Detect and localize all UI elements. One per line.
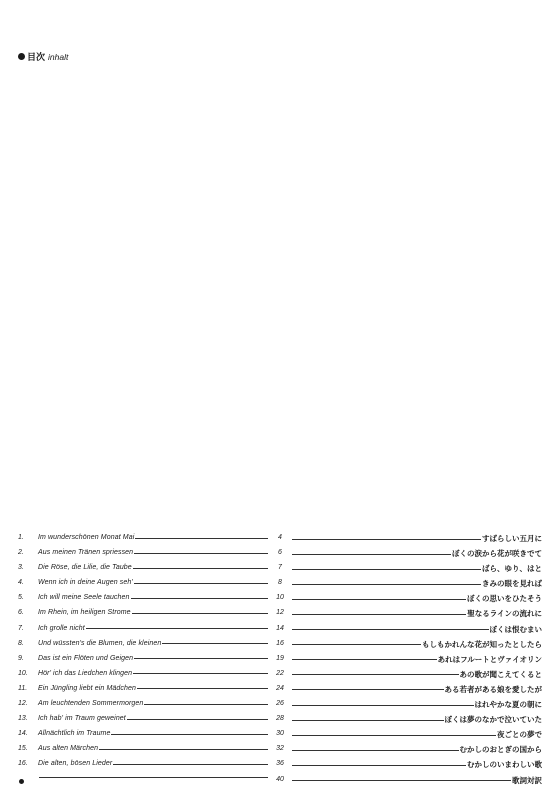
leader-line	[292, 765, 466, 766]
page-number: 12	[276, 609, 284, 617]
german-title-leader	[38, 579, 268, 586]
japanese-title-leader	[292, 729, 542, 740]
german-title-leader	[38, 700, 268, 707]
japanese-title-leader	[292, 563, 542, 574]
german-title-leader	[38, 685, 268, 692]
leader-line	[292, 735, 496, 736]
page-number: 14	[276, 624, 284, 632]
german-title-leader	[38, 564, 268, 571]
japanese-title: あれはフルートとヴァイオリン	[437, 654, 542, 664]
toc-entry	[0, 546, 560, 561]
entry-number: 11.	[18, 684, 28, 692]
german-title: Ein Jüngling liebt ein Mädchen	[38, 684, 136, 692]
page-number: 4	[278, 534, 282, 541]
japanese-title-leader	[292, 684, 542, 695]
leader-line	[131, 598, 268, 599]
leader-line	[133, 568, 268, 569]
leader-line	[127, 719, 268, 720]
page-number: 19	[276, 654, 284, 662]
japanese-title-leader	[292, 548, 542, 559]
page-number: 32	[276, 745, 284, 753]
entry-number: 3.	[18, 564, 24, 572]
page-number: 24	[276, 684, 284, 692]
japanese-title-leader	[292, 578, 542, 589]
japanese-title: むかしのいまわしい歌	[467, 760, 542, 770]
japanese-title: きみの眼を見れば	[482, 579, 542, 589]
bullet-icon	[18, 53, 25, 60]
toc-heading	[18, 50, 68, 63]
table-of-contents	[0, 531, 560, 788]
entry-number: 7.	[18, 624, 24, 632]
japanese-title: むかしのおとぎの国から	[459, 745, 542, 755]
heading-german: inhalt	[48, 51, 69, 62]
toc-entry	[0, 531, 560, 546]
leader-line	[292, 569, 481, 570]
page-number: 26	[276, 700, 284, 708]
german-title-leader	[38, 715, 268, 722]
toc-entry	[0, 697, 560, 712]
leader-line	[99, 749, 268, 750]
japanese-title-leader	[292, 759, 542, 770]
japanese-title: あの歌が聞こえてくると	[459, 669, 542, 679]
german-title-leader	[38, 594, 268, 601]
leader-line	[292, 705, 474, 706]
page-number: 8	[278, 579, 282, 587]
leader-line	[134, 583, 268, 584]
japanese-title: 歌詞対訳	[512, 775, 542, 785]
page-number: 40	[276, 775, 284, 783]
toc-entry	[0, 712, 560, 727]
japanese-title-leader	[292, 714, 542, 725]
toc-entry	[0, 606, 560, 621]
leader-line	[39, 777, 268, 778]
japanese-title-leader	[292, 699, 542, 710]
leader-line	[144, 704, 268, 705]
leader-line	[292, 599, 466, 600]
japanese-title-leader	[292, 744, 542, 755]
german-title: Ich grolle nicht	[38, 624, 85, 632]
leader-line	[292, 629, 489, 630]
entry-number: 15.	[18, 745, 28, 753]
leader-line	[134, 658, 268, 659]
german-title: Aus meinen Tränen spriessen	[38, 549, 134, 557]
leader-line	[292, 659, 437, 660]
entry-number: 13.	[18, 715, 28, 723]
german-title: Ich will meine Seele tauchen	[38, 594, 130, 602]
german-title-leader	[38, 730, 268, 737]
entry-number: 5.	[18, 594, 24, 602]
entry-number: 6.	[18, 609, 24, 617]
german-title-leader	[38, 670, 268, 677]
german-title: Hör' ich das Liedchen klingen	[38, 669, 133, 677]
leader-line	[162, 643, 268, 644]
japanese-title: すばらしい五月に	[482, 534, 542, 543]
japanese-title: ばら、ゆり、はと	[482, 564, 542, 574]
german-title: Im wunderschönen Monat Mai	[38, 534, 135, 541]
toc-entry	[0, 682, 560, 697]
toc-entry	[0, 742, 560, 757]
heading-japanese: 目次	[27, 53, 46, 63]
german-title: Aus alten Märchen	[38, 745, 99, 753]
entry-number: 4.	[18, 579, 24, 587]
leader-line	[132, 613, 268, 614]
leader-line	[137, 688, 268, 689]
german-title: Im Rhein, im heiligen Strome	[38, 609, 131, 617]
japanese-title: はれやかな夏の朝に	[474, 700, 542, 710]
leader-line	[292, 584, 481, 585]
leader-line	[134, 553, 268, 554]
german-title: Die alten, bösen Lieder	[38, 760, 113, 768]
german-title: Und wüssten's die Blumen, die kleinen	[38, 639, 162, 647]
leader-line	[292, 750, 459, 751]
page-number: 22	[276, 669, 284, 677]
toc-entry	[0, 637, 560, 652]
entry-number: 12.	[18, 700, 28, 708]
japanese-title: ある若者がある娘を愛したが	[444, 684, 542, 694]
leader-line	[292, 554, 451, 555]
toc-entry	[0, 576, 560, 591]
japanese-title-leader	[292, 533, 542, 544]
japanese-title: ぼくは夢のなかで泣いていた	[444, 715, 542, 725]
entry-number: 14.	[18, 730, 28, 738]
german-title: Allnächtlich im Traume	[38, 730, 111, 738]
toc-entry	[0, 667, 560, 682]
bullet-icon	[19, 779, 24, 784]
leader-line	[292, 780, 511, 781]
german-title: Am leuchtenden Sommermorgen	[38, 700, 144, 708]
toc-entry	[0, 561, 560, 576]
entry-number: 10.	[18, 669, 28, 677]
german-title-leader	[38, 534, 268, 541]
entry-number: 1.	[18, 534, 24, 541]
toc-entry	[0, 652, 560, 667]
german-title-leader	[38, 655, 268, 662]
japanese-title-leader	[292, 593, 542, 604]
german-title-leader	[38, 625, 268, 632]
toc-entry	[0, 727, 560, 742]
page-number: 16	[276, 639, 284, 647]
german-title: Das ist ein Flöten und Geigen	[38, 654, 134, 662]
entry-number: 2.	[18, 549, 24, 557]
toc-entry	[0, 773, 560, 788]
entry-number: 8.	[18, 639, 24, 647]
german-title-leader	[38, 609, 268, 616]
german-title-leader	[38, 745, 268, 752]
leader-line	[292, 539, 481, 540]
leader-line	[113, 764, 268, 765]
toc-entry	[0, 591, 560, 606]
leader-line	[292, 644, 421, 645]
leader-line	[292, 614, 466, 615]
japanese-title: ぼくの思いをひたそう	[467, 594, 542, 604]
entry-number: 9.	[18, 654, 24, 662]
toc-entry	[0, 622, 560, 637]
german-title-leader	[38, 549, 268, 556]
german-title: Die Röse, die Lilie, die Taube	[38, 564, 132, 572]
page-number: 10	[276, 594, 284, 602]
page-number: 6	[278, 549, 282, 557]
japanese-title: 夜ごとの夢で	[497, 730, 542, 740]
page-number: 7	[278, 564, 282, 572]
german-title: Wenn ich in deine Augen seh'	[38, 579, 133, 587]
leader-line	[133, 673, 268, 674]
german-title-leader	[38, 760, 268, 767]
leader-line	[292, 674, 459, 675]
german-title-leader	[38, 640, 268, 647]
leader-line	[135, 538, 268, 539]
japanese-title: ぼくは恨むまい	[489, 624, 542, 634]
toc-entry	[0, 757, 560, 772]
japanese-title-leader	[292, 654, 542, 665]
page-number: 36	[276, 760, 284, 768]
leader-line	[86, 628, 268, 629]
german-title-leader	[38, 776, 268, 778]
leader-line	[292, 720, 444, 721]
japanese-title: もしもかれんな花が知ったとしたら	[422, 639, 542, 649]
japanese-title-leader	[292, 775, 542, 786]
entry-number: 16.	[18, 760, 28, 768]
japanese-title-leader	[292, 639, 542, 650]
leader-line	[111, 734, 268, 735]
japanese-title-leader	[292, 624, 542, 635]
german-title: Ich hab' im Traum geweinet	[38, 715, 126, 723]
leader-line	[292, 689, 444, 690]
japanese-title-leader	[292, 608, 542, 619]
page-number: 28	[276, 715, 284, 723]
page-number: 30	[276, 730, 284, 738]
japanese-title: 聖なるラインの流れに	[467, 609, 542, 619]
japanese-title: ぼくの涙から花が咲きでて	[452, 549, 542, 559]
japanese-title-leader	[292, 669, 542, 680]
